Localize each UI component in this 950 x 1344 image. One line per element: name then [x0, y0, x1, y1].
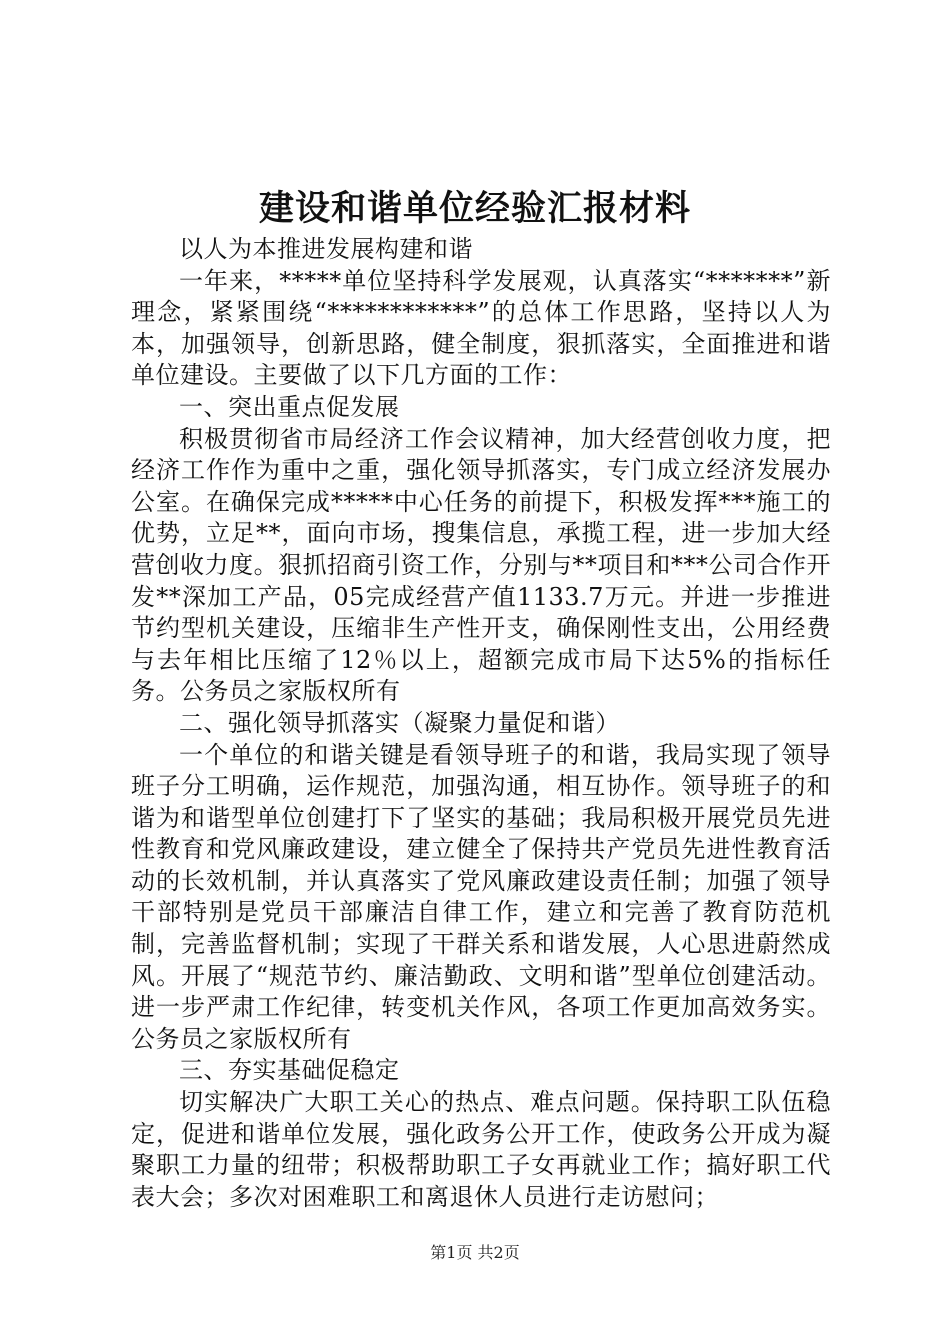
- section-heading-3: 三、夯实基础促稳定: [179, 1056, 400, 1085]
- document-title: 建设和谐单位经验汇报材料: [258, 188, 691, 229]
- page-number-footer: 第1页 共2页: [430, 1243, 520, 1262]
- paragraph-subtitle: 以人为本推进发展构建和谐: [179, 235, 473, 263]
- paragraph-intro: 一年来，*****单位坚持科学发展观，认真落实“*******”新理念，紧紧围绕“************”的总体工作思路，坚持以人为本，加强领导，创新思路，健全制度，狠抓落实，全面推进和谐单位建设。主要做了以下几方面的工作：: [131, 266, 831, 390]
- section-heading-2: 二、强化领导抓落实（凝聚力量促和谐）: [179, 708, 620, 737]
- document-body: [131, 234, 831, 1213]
- paragraph-section-3: 切实解决广大职工关心的热点、难点问题。保持职工队伍稳定，促进和谐单位发展，强化政务公开工作，使政务公开成为凝聚职工力量的纽带；积极帮助职工子女再就业工作；搞好职工代表大会；多次对困难职工和离退休人员进行走访慰问；: [131, 1088, 831, 1211]
- section-heading-1: 一、突出重点促发展: [179, 392, 400, 421]
- paragraph-section-2: 一个单位的和谐关键是看领导班子的和谐，我局实现了领导班子分工明确，运作规范，加强沟通，相互协作。领导班子的和谐为和谐型单位创建打下了坚实的基础；我局积极开展党员先进性教育和党风廉政建设，建立健全了保持共产党员先进性教育活动的长效机制，并认真落实了党风廉政建设责任制；加强了领导干部特别是党员干部廉洁自律工作，建立和完善了教育防范机制，完善监督机制；实现了干群关系和谐发展，人心思进蔚然成风。开展了“规范节约、廉洁勤政、文明和谐”型单位创建活动。进一步严肃工作纪律，转变机关作风，各项工作更加高效务实。公务员之家版权所有: [131, 740, 831, 1053]
- paragraph-section-1: 积极贯彻省市局经济工作会议精神，加大经营创收力度，把经济工作作为重中之重，强化领导抓落实，专门成立经济发展办公室。在确保完成*****中心任务的前提下，积极发挥***施工的优势，立足**，面向市场，搜集信息，承揽工程，进一步加大经营创收力度。狠抓招商引资工作，分别与**项目和***公司合作开发**深加工产品，05完成经营产值1133.7万元。并进一步推进节约型机关建设，压缩非生产性开支，确保刚性支出，公用经费与去年相比压缩了12％以上，超额完成市局下达5%的指标任务。公务员之家版权所有: [131, 424, 831, 706]
